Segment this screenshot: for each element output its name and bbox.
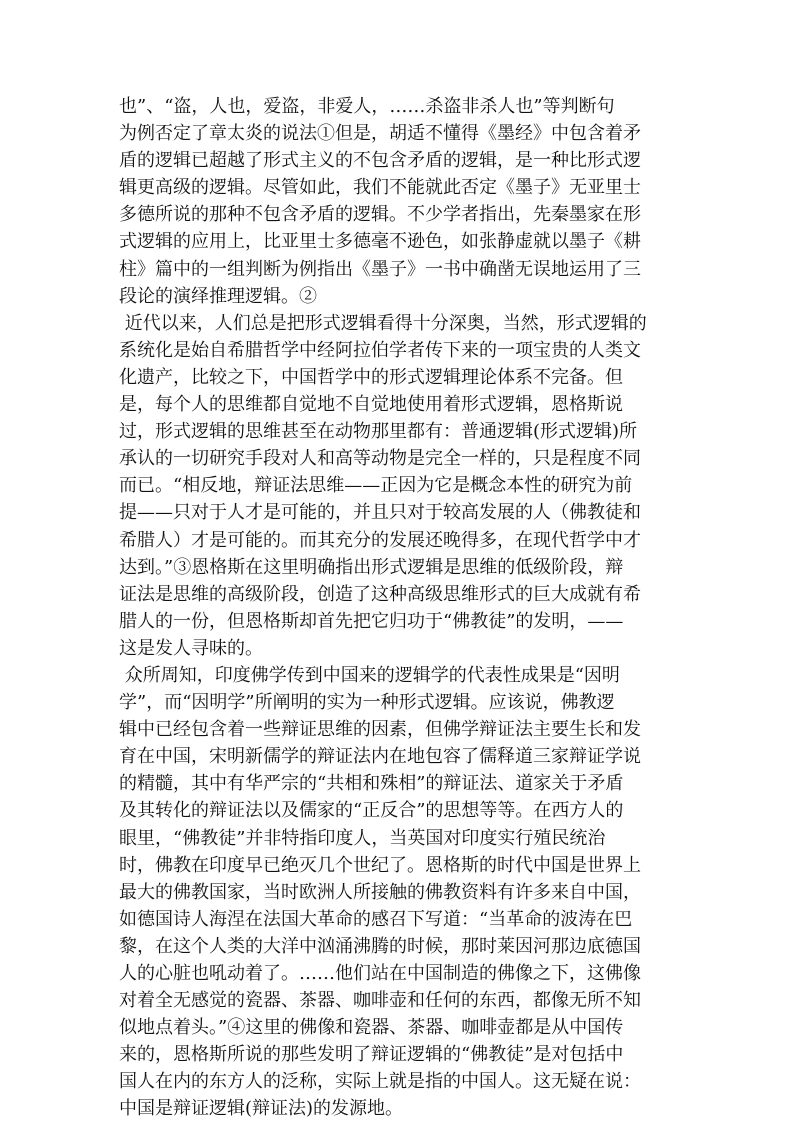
text-line: 承认的一切研究手段对人和高等动物是完全一样的，只是程度不同 — [119, 448, 641, 470]
text-line: 育在中国，宋明新儒学的辩证法内在地包容了儒释道三家辩证学说 — [119, 746, 641, 768]
text-line: 过，形式逻辑的思维甚至在动物那里都有：普通逻辑(形式逻辑)所 — [119, 421, 638, 443]
text-line: 最大的佛教国家，当时欧洲人所接触的佛教资料有许多来自中国， — [119, 881, 641, 903]
text-line: 中国是辩证逻辑(辩证法)的发源地。 — [119, 1098, 404, 1120]
text-line: 眼里，“佛教徒”并非特指印度人，当英国对印度实行殖民统治 — [119, 827, 606, 849]
text-line: 人的心脏也吼动着了。……他们站在中国制造的佛像之下，这佛像 — [119, 963, 641, 984]
text-line: 这是发人寻味的。 — [119, 637, 263, 659]
text-line: 黎，在这个人类的大洋中汹涌沸腾的时候，那时莱因河那边底德国 — [119, 935, 641, 957]
text-line: 是，每个人的思维都自觉地不自觉地使用着形式逻辑，恩格斯说 — [119, 394, 623, 416]
text-line: 也”、“盗，人也，爱盗，非爱人，……杀盗非杀人也”等判断句 — [119, 96, 615, 117]
text-line: 辑更高级的逻辑。尽管如此，我们不能就此否定《墨子》无亚里士 — [119, 177, 641, 199]
text-line: 化遗产，比较之下，中国哲学中的形式逻辑理论体系不完备。但 — [119, 366, 623, 388]
text-line: 系统化是始自希腊哲学中经阿拉伯学者传下来的一项宝贵的人类文 — [119, 339, 641, 361]
text-line: 国人在内的东方人的泛称，实际上就是指的中国人。这无疑在说： — [119, 1071, 641, 1093]
body-text — [119, 93, 679, 1123]
paragraph-3 — [119, 662, 679, 1123]
text-line: 为例否定了章太炎的说法①但是，胡适不懂得《墨经》中包含着矛 — [119, 123, 641, 145]
text-line: 来的，恩格斯所说的那些发明了辩证逻辑的“佛教徒”是对包括中 — [119, 1044, 624, 1066]
text-line: 如德国诗人海涅在法国大革命的感召下写道：“当革命的波涛在巴 — [119, 908, 633, 930]
text-line: 及其转化的辩证法以及儒家的“正反合”的思想等等。在西方人的 — [119, 800, 624, 822]
text-line: 而已。“相反地，辩证法思维——正因为它是概念本性的研究为前 — [119, 475, 633, 497]
text-line: 的精髓，其中有华严宗的“共相和殊相”的辩证法、道家关于矛盾 — [119, 773, 624, 795]
paragraph-2 — [119, 310, 679, 662]
text-line: 段论的演绎推理逻辑。② — [119, 285, 317, 307]
text-line: 达到。”③恩格斯在这里明确指出形式逻辑是思维的低级阶段，辩 — [119, 556, 624, 578]
text-line: 提——只对于人才是可能的，并且只对于较高发展的人（佛教徒和 — [119, 502, 641, 524]
text-line: 多德所说的那种不包含矛盾的逻辑。不少学者指出，先秦墨家在形 — [119, 204, 641, 226]
text-line: 学”，而“因明学”所阐明的实为一种形式逻辑。应该说，佛教逻 — [119, 692, 615, 714]
text-line: 众所周知，印度佛学传到中国来的逻辑学的代表性成果是“因明 — [119, 664, 620, 686]
text-line: 辑中已经包含着一些辩证思维的因素，但佛学辩证法主要生长和发 — [119, 719, 641, 741]
text-line: 近代以来，人们总是把形式逻辑看得十分深奥，当然，形式逻辑的 — [119, 312, 647, 334]
text-line: 腊人的一份，但恩格斯却首先把它归功于“佛教徒”的发明，—— — [119, 610, 624, 632]
text-line: 希腊人）才是可能的。而其充分的发展还晚得多，在现代哲学中才 — [119, 529, 641, 551]
text-line: 似地点着头。”④这里的佛像和瓷器、茶器、咖啡壶都是从中国传 — [119, 1017, 624, 1039]
text-line: 证法是思维的高级阶段，创造了这种高级思维形式的巨大成就有希 — [119, 583, 641, 605]
text-line: 对着全无感觉的瓷器、茶器、咖啡壶和任何的东西，都像无所不知 — [119, 990, 641, 1012]
text-line: 式逻辑的应用上，比亚里士多德毫不逊色，如张静虚就以墨子《耕 — [119, 231, 641, 253]
text-line: 时，佛教在印度早已绝灭几个世纪了。恩格斯的时代中国是世界上 — [119, 854, 641, 876]
text-line: 盾的逻辑已超越了形式主义的不包含矛盾的逻辑，是一种比形式逻 — [119, 150, 641, 172]
text-line: 柱》篇中的一组判断为例指出《墨子》一书中确凿无误地运用了三 — [119, 258, 641, 280]
paragraph-1 — [119, 93, 679, 310]
